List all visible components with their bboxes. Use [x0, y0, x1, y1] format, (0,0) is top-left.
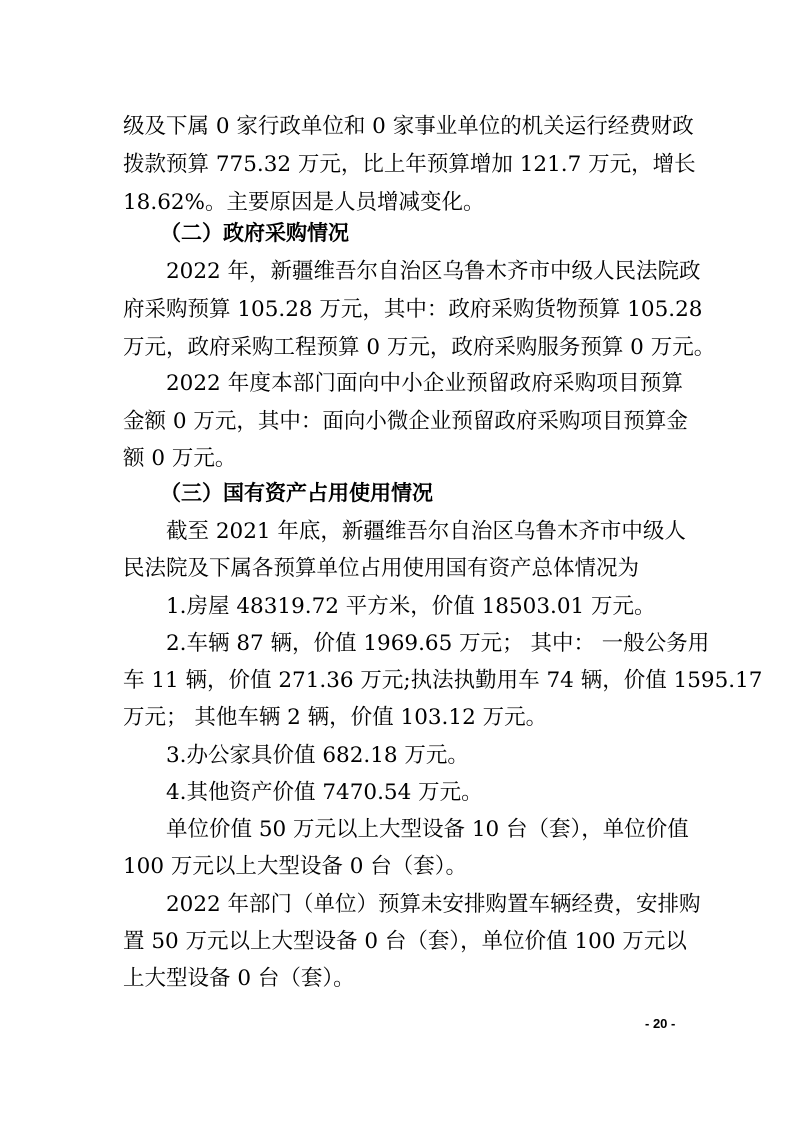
- list-item: 3.办公家具价值 682.18 万元。: [166, 743, 469, 768]
- text-line: 万元，政府采购工程预算 0 万元，政府采购服务预算 0 万元。: [123, 335, 716, 360]
- text-line: 2022 年，新疆维吾尔自治区乌鲁木齐市中级人民法院政: [166, 259, 701, 284]
- text-line: 金额 0 万元，其中：面向小微企业预留政府采购项目预算金: [123, 409, 688, 434]
- text-line: 拨款预算 775.32 万元，比上年预算增加 121.7 万元，增长: [123, 152, 696, 177]
- text-line: 100 万元以上大型设备 0 台（套）。: [123, 854, 467, 879]
- text-line: 府采购预算 105.28 万元，其中：政府采购货物预算 105.28: [123, 297, 703, 322]
- text-line: 截至 2021 年底，新疆维吾尔自治区乌鲁木齐市中级人: [166, 519, 686, 544]
- text-line: 单位价值 50 万元以上大型设备 10 台（套），单位价值: [166, 817, 689, 842]
- text-line: 级及下属 0 家行政单位和 0 家事业单位的机关运行经费财政: [123, 114, 694, 139]
- section-heading-assets: （三）国有资产占用使用情况: [160, 481, 433, 505]
- text-line: 置 50 万元以上大型设备 0 台（套），单位价值 100 万元以: [123, 929, 687, 954]
- list-item: 1.房屋 48319.72 平方米，价值 18503.01 万元。: [166, 594, 656, 619]
- text-line: 民法院及下属各预算单位占用使用国有资产总体情况为: [123, 556, 640, 581]
- text-line: 2022 年度本部门面向中小企业预留政府采购项目预算: [166, 371, 683, 396]
- text-line: 额 0 万元。: [123, 446, 237, 471]
- text-line: 18.62%。主要原因是人员增减变化。: [123, 190, 485, 215]
- section-heading-procurement: （二）政府采购情况: [160, 221, 349, 245]
- page-number: - 20 -: [645, 1016, 676, 1031]
- text-line: 万元； 其他车辆 2 辆，价值 103.12 万元。: [123, 705, 548, 730]
- text-line: 2022 年部门（单位）预算未安排购置车辆经费，安排购: [166, 892, 701, 917]
- list-item: 4.其他资产价值 7470.54 万元。: [166, 780, 483, 805]
- text-line: 车 11 辆，价值 271.36 万元;执法执勤用车 74 辆，价值 1595.17: [123, 668, 763, 693]
- list-item: 2.车辆 87 辆，价值 1969.65 万元； 其中： 一般公务用: [166, 631, 710, 656]
- text-line: 上大型设备 0 台（套）。: [123, 966, 355, 991]
